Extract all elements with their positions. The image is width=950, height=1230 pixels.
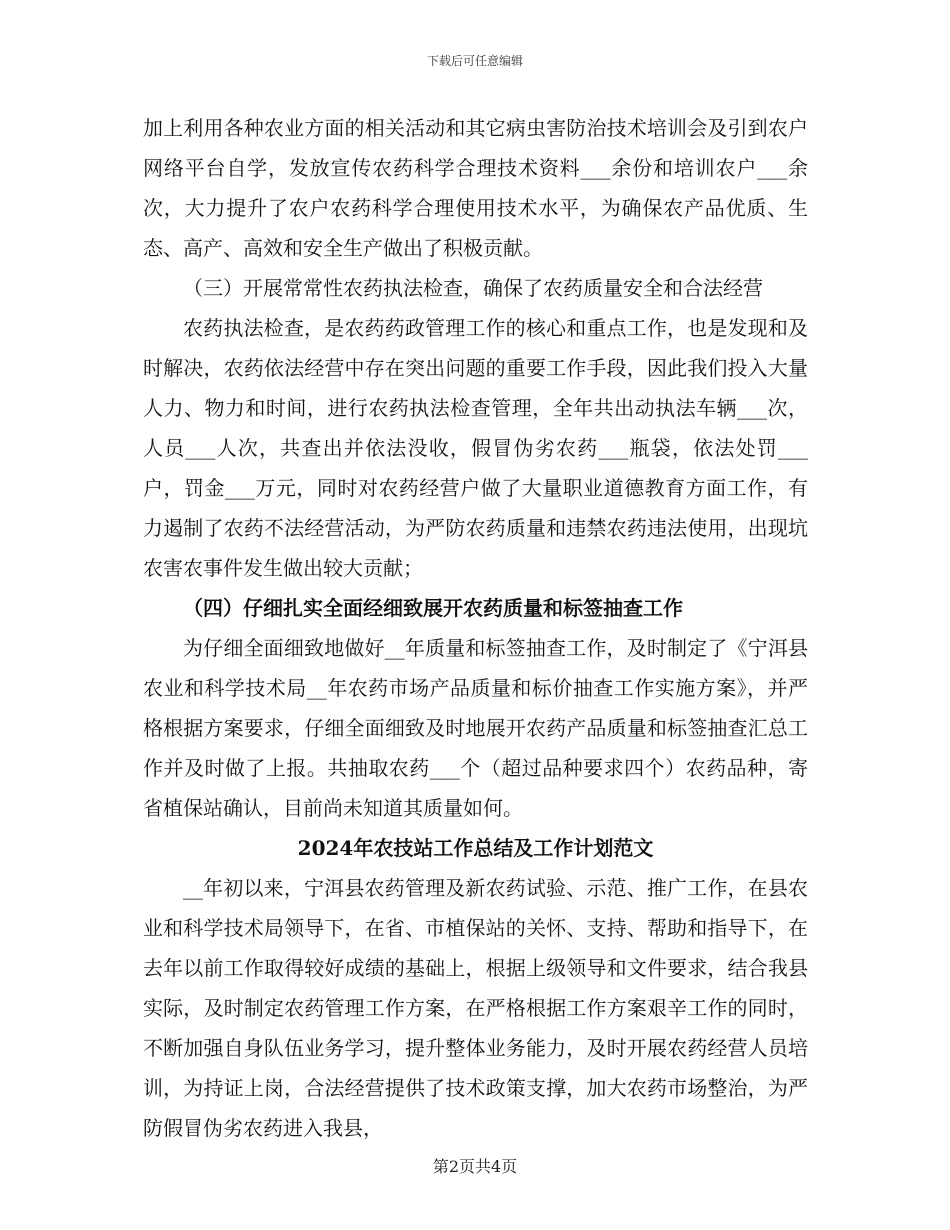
section-heading-4: （四）仔细扎实全面经细致展开农药质量和标签抽查工作 <box>183 596 683 620</box>
document-body <box>143 108 808 1148</box>
document-title: 2024年农技站工作总结及工作计划范文 <box>297 836 654 860</box>
section-heading-3: （三）开展常常性农药执法检查，确保了农药质量安全和合法经营 <box>183 276 763 300</box>
paragraph-quality-check: 为仔细全面细致地做好__年质量和标签抽查工作，及时制定了《宁洱县农业和科学技术局__年农药市场产品质量和标价抽查工作实施方案》，并严格根据方案要求，仔细全面细致及时地展开农药产品质量和标签抽查汇总工作并及时做了上报。共抽取农药___个（超过品种要求四个）农药品种，寄省植保站确认，目前尚未知道其质量如何。 <box>143 636 808 820</box>
paragraph-law-enforcement: 农药执法检查，是农药药政管理工作的核心和重点工作，也是发现和及时解决，农药依法经营中存在突出问题的重要工作手段，因此我们投入大量人力、物力和时间，进行农药执法检查管理，全年共出动执法车辆___次，人员___人次，共查出并依法没收，假冒伪劣农药___瓶袋，依法处罚___户，罚金___万元，同时对农药经营户做了大量职业道德教育方面工作，有力遏制了农药不法经营活动，为严防农药质量和违禁农药违法使用，出现坑农害农事件发生做出较大贡献； <box>143 316 808 580</box>
paragraph-training-results: 加上利用各种农业方面的相关活动和其它病虫害防治技术培训会及引到农户网络平台自学，发放宣传农药科学合理技术资料___余份和培训农户___余次，大力提升了农户农药科学合理使用技术水平，为确保农产品优质、生态、高产、高效和安全生产做出了积极贡献。 <box>143 116 808 260</box>
page-number: 第2页共4页 <box>432 1157 518 1176</box>
paragraph-intro: __年初以来，宁洱县农药管理及新农药试验、示范、推广工作，在县农业和科学技术局领导下，在省、市植保站的关怀、支持、帮助和指导下，在去年以前工作取得较好成绩的基础上，根据上级领导和文件要求，结合我县实际，及时制定农药管理工作方案，在严格根据工作方案艰辛工作的同时，不断加强自身队伍业务学习，提升整体业务能力，及时开展农药经营人员培训，为持证上岗，合法经营提供了技术政策支撑，加大农药市场整治，为严防假冒伪劣农药进入我县， <box>143 876 808 1140</box>
page-header: 下载后可任意编辑 <box>426 54 523 68</box>
